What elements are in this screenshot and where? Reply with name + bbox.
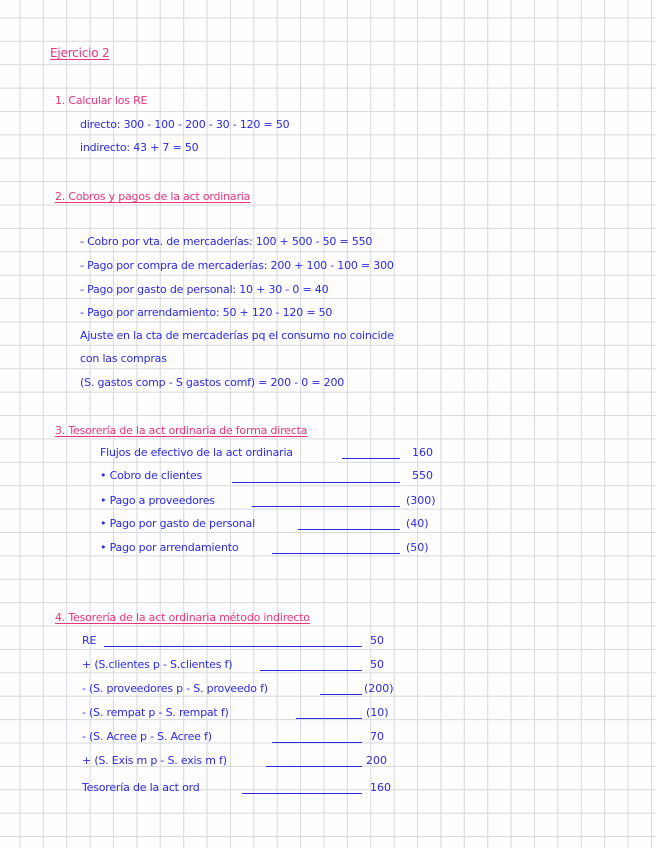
s4-leader-line [272,742,362,743]
s4-row-label: Tesorería de la act ord [82,781,200,794]
s4-row-label: + (S.clientes p - S.clientes f) [82,658,233,671]
s2-line: Ajuste en la cta de mercaderías pq el consumo no coincide [80,329,394,342]
s2-line: - Pago por compra de mercaderías: 200 + 100 - 100 = 300 [80,259,394,272]
s4-heading: 4. Tesorería de la act ordinaria método indirecto [55,611,310,624]
s2-line: - Pago por gasto de personal: 10 + 30 - 0 = 40 [80,283,329,296]
s2-line: - Cobro por vta. de mercaderías: 100 + 500 - 50 = 550 [80,235,373,248]
s4-row-label: - (S. Acree p - S. Acree f) [82,730,212,743]
s4-leader-line [296,718,362,719]
s4-row-value: 50 [370,658,384,671]
s4-row-label: RE [82,634,97,647]
s4-row-value: (10) [366,706,389,719]
s3-row-value: 550 [412,469,433,482]
s2-line: con las compras [80,352,167,365]
s3-row-label: • Cobro de clientes [100,469,203,482]
s3-row-value: (300) [406,494,436,507]
s2-line: - Pago por arrendamiento: 50 + 120 - 120 = 50 [80,306,333,319]
s4-row-label: - (S. proveedores p - S. proveedo f) [82,682,268,695]
s4-leader-line [266,766,362,767]
s3-leader-line [298,529,400,530]
s3-leader-line [272,553,400,554]
s3-row-value: (40) [406,517,429,530]
s3-row-value: 160 [412,446,433,459]
s2-line: (S. gastos comp - S gastos comf) = 200 - 0 = 200 [80,376,345,389]
s4-leader-line [104,646,362,647]
s4-row-value: (200) [364,682,394,695]
s3-leader-line [232,482,400,483]
s3-row-value: (50) [406,541,429,554]
s1-directo: directo: 300 - 100 - 200 - 30 - 120 = 50 [80,118,290,131]
s3-row-label: • Pago por gasto de personal [100,517,255,530]
s2-heading: 2. Cobros y pagos de la act ordinaria [55,190,251,203]
s3-leader-line [252,506,400,507]
s4-row-value: 70 [370,730,384,743]
s4-row-label: + (S. Exis m p - S. exis m f) [82,754,227,767]
s4-leader-line [242,793,362,794]
s4-row-value: 50 [370,634,384,647]
s3-leader-line [342,458,400,459]
s4-row-label: - (S. rempat p - S. rempat f) [82,706,229,719]
s3-row-label: • Pago a proveedores [100,494,215,507]
s4-row-value: 200 [366,754,387,767]
page-title: Ejercicio 2 [50,46,110,60]
s4-leader-line [260,670,362,671]
s3-row-label: • Pago por arrendamiento [100,541,239,554]
s1-heading: 1. Calcular los RE [55,94,148,107]
s1-indirecto: indirecto: 43 + 7 = 50 [80,141,199,154]
s3-heading: 3. Tesorería de la act ordinaria de forma directa [55,424,308,437]
s4-leader-line [320,694,362,695]
s3-row-label: Flujos de efectivo de la act ordinaria [100,446,293,459]
s4-row-value: 160 [370,781,391,794]
